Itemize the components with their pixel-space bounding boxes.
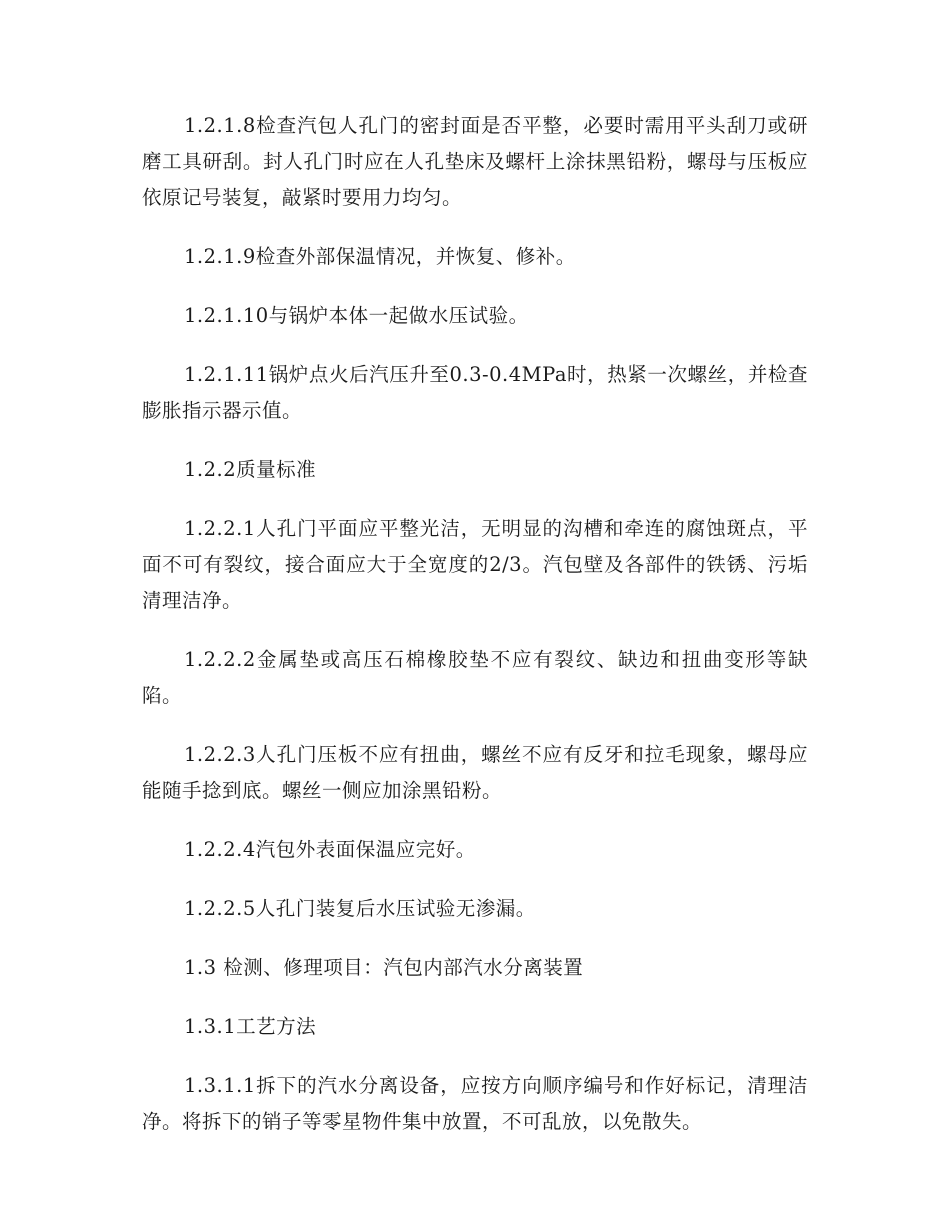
paragraph-1-2-2-5: 1.2.2.5人孔门装复后水压试验无渗漏。 (184, 897, 536, 920)
paragraph-1-2-2-2: 1.2.2.2金属垫或高压石棉橡胶垫不应有裂纹、缺边和扭曲变形等缺陷。 (142, 648, 808, 707)
paragraph-1-2-1-8: 1.2.1.8检查汽包人孔门的密封面是否平整，必要时需用平头刮刀或研磨工具研刮。封人孔门时应在人孔垫床及螺杆上涂抹黑铅粉，螺母与压板应依原记号装复，敲紧时要用力均匀。 (142, 114, 808, 209)
paragraph-1-3-1-1: 1.3.1.1拆下的汽水分离设备，应按方向顺序编号和作好标记，清理洁净。将拆下的销子等零星物件集中放置，不可乱放，以免散失。 (142, 1074, 808, 1133)
paragraph-1-2-1-10: 1.2.1.10与锅炉本体一起做水压试验。 (184, 304, 529, 327)
section-heading-1-2-2: 1.2.2质量标准 (184, 458, 317, 481)
paragraph-1-2-2-3: 1.2.2.3人孔门压板不应有扭曲，螺丝不应有反牙和拉毛现象，螺母应能随手捻到底。螺丝一侧应加涂黑铅粉。 (142, 743, 808, 802)
paragraph-1-2-2-4: 1.2.2.4汽包外表面保温应完好。 (184, 838, 476, 861)
section-heading-1-3: 1.3 检测、修理项目：汽包内部汽水分离装置 (184, 956, 584, 979)
section-heading-1-3-1: 1.3.1工艺方法 (184, 1015, 317, 1038)
paragraph-1-2-2-1: 1.2.2.1人孔门平面应平整光洁，无明显的沟槽和牵连的腐蚀斑点，平面不可有裂纹，接合面应大于全宽度的2/3。汽包壁及各部件的铁锈、污垢清理洁净。 (142, 517, 808, 612)
document-page (142, 108, 808, 1163)
paragraph-1-2-1-9: 1.2.1.9检查外部保温情况，并恢复、修补。 (184, 245, 576, 268)
paragraph-1-2-1-11: 1.2.1.11锅炉点火后汽压升至0.3-0.4MPa时，热紧一次螺丝，并检查膨胀指示器示值。 (142, 363, 808, 422)
